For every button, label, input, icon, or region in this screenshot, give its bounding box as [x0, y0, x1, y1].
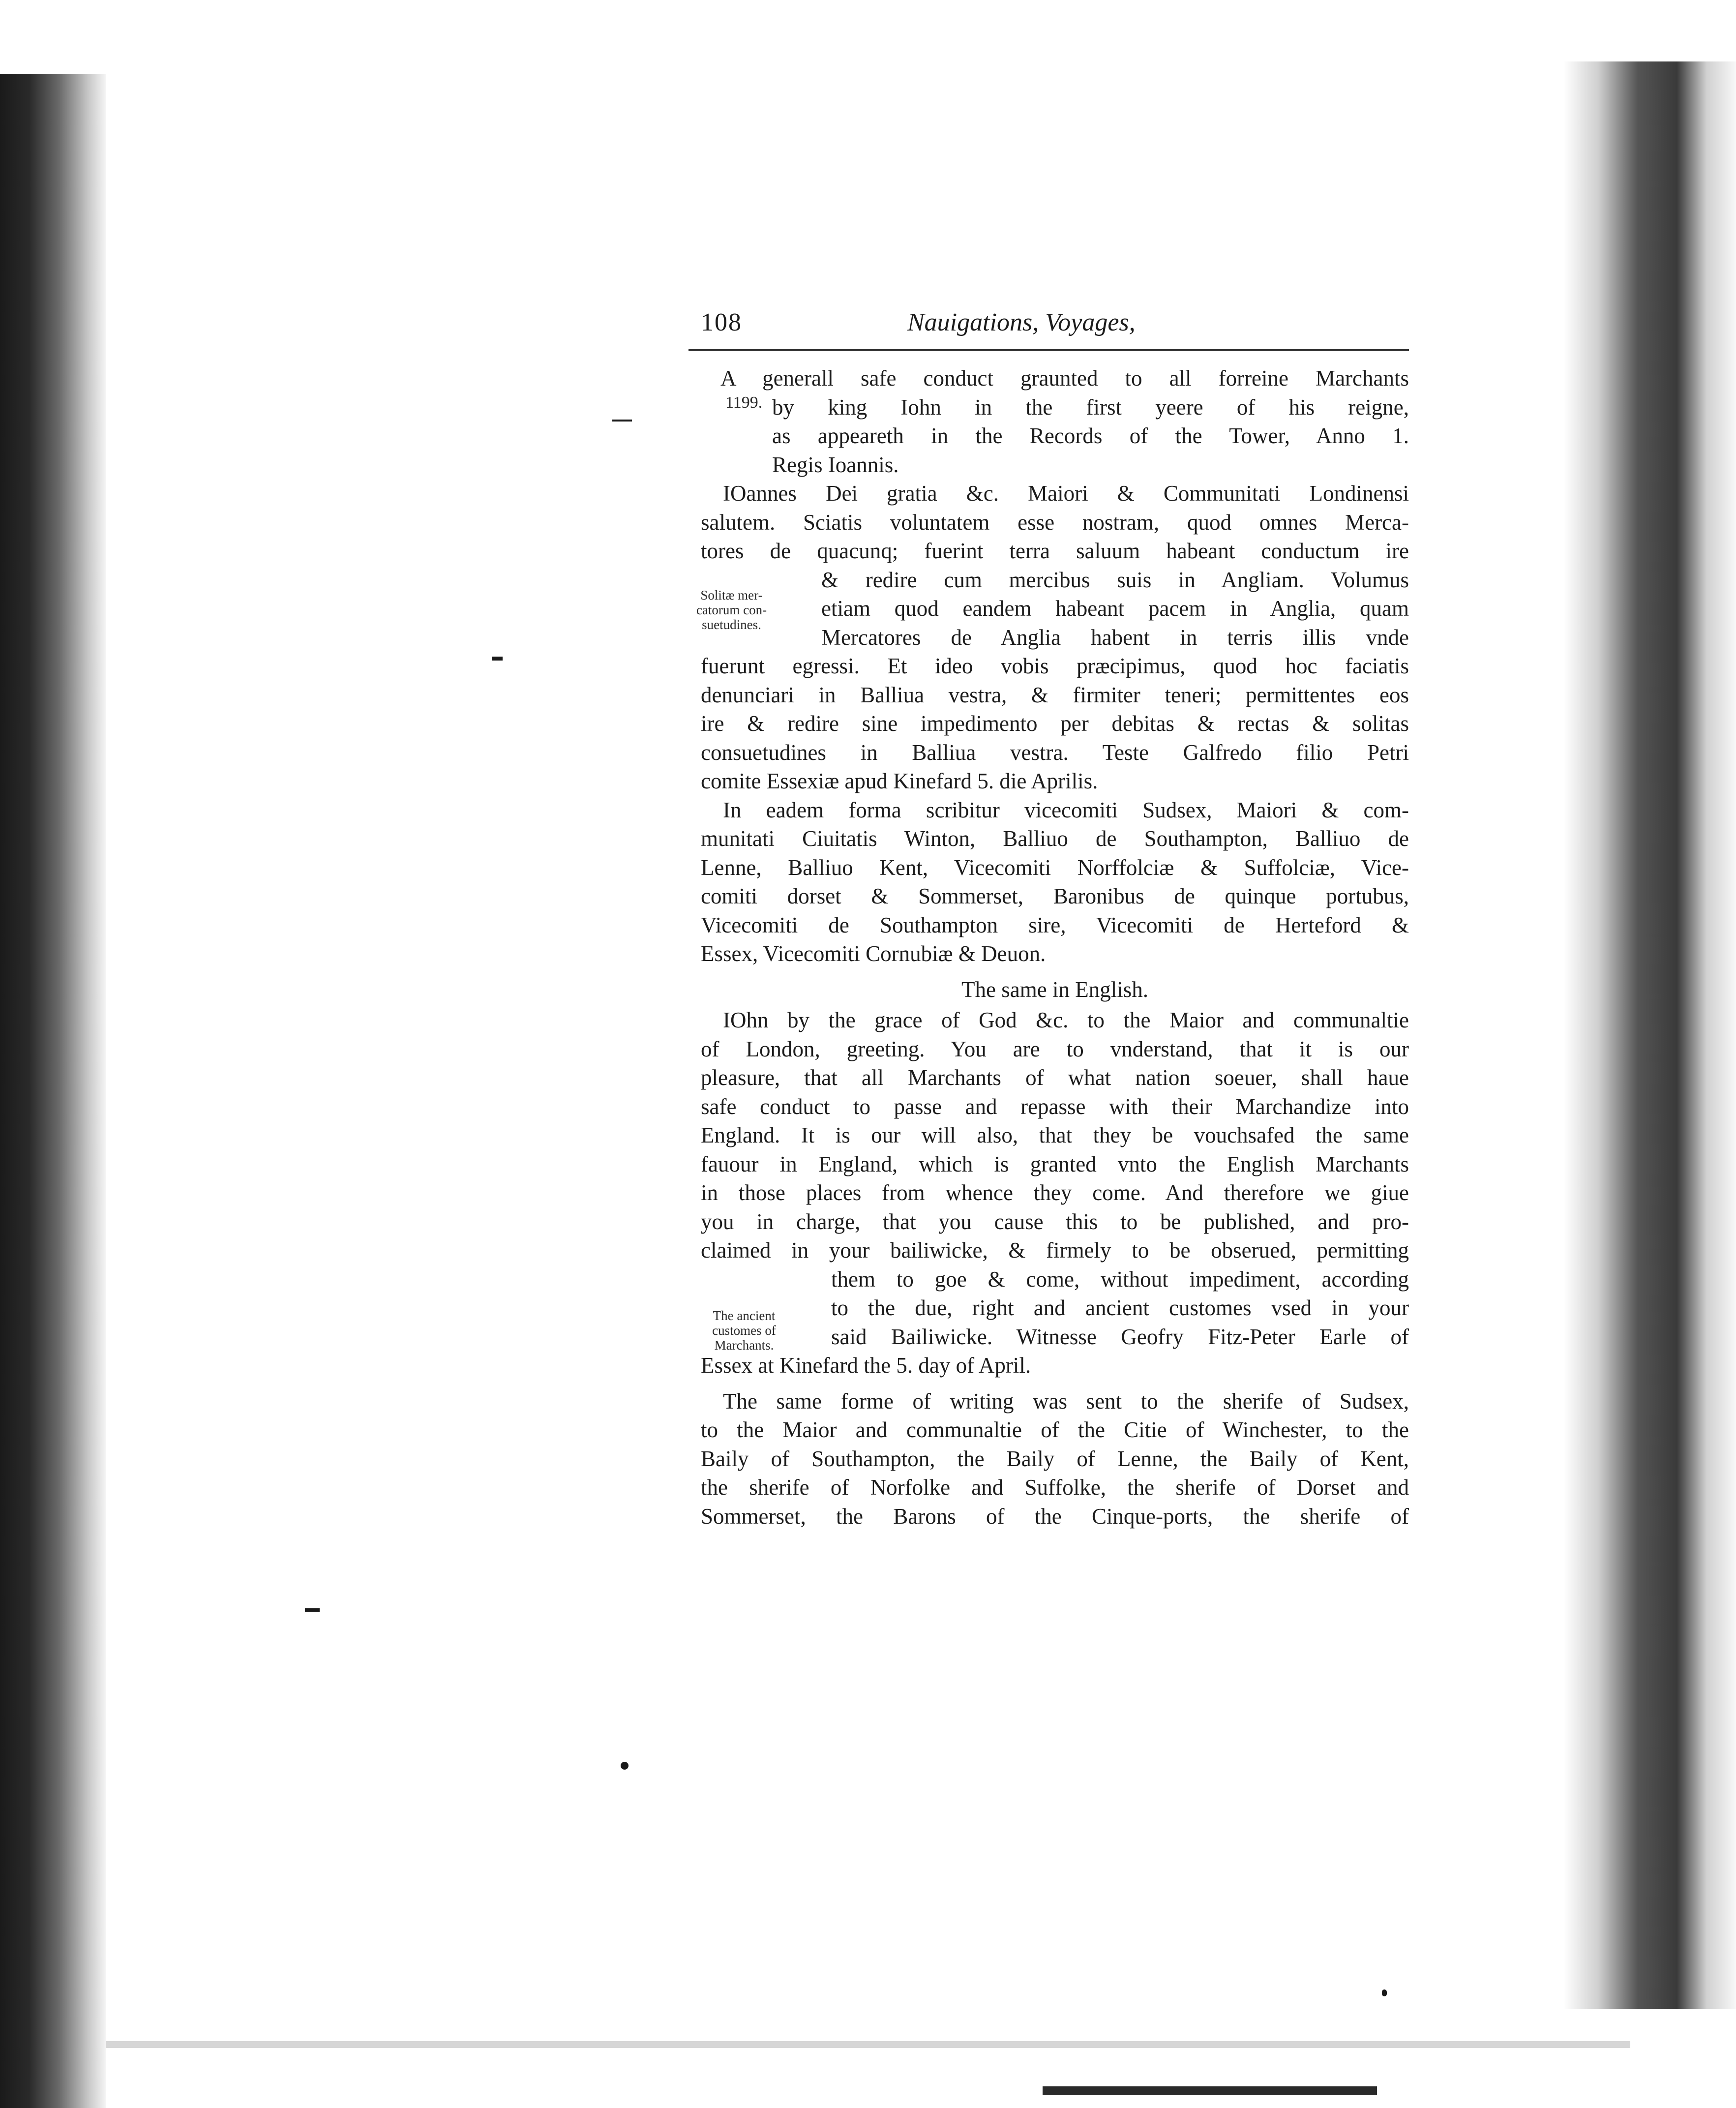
- text-line: consuetudines in Balliua vestra. Teste Galfredo filio Petri: [701, 740, 1409, 765]
- english-heading: The same in English.: [961, 977, 1148, 1002]
- text-line: of London, greeting. You are to vnderstand, that it is our: [701, 1036, 1409, 1061]
- text-line: pleasure, that all Marchants of what nation soeuer, shall haue: [701, 1065, 1409, 1090]
- text-line: munitati Ciuitatis Winton, Balliuo de Southampton, Balliuo de: [701, 826, 1409, 851]
- text-line: Sommerset, the Barons of the Cinque-ports, the sherife of: [701, 1504, 1409, 1529]
- heading-line: by king Iohn in the first yeere of his reigne,: [772, 394, 1409, 420]
- english-paragraph: [701, 1387, 1409, 1531]
- text-line: The same forme of writing was sent to the sherife of Sudsex,: [723, 1388, 1409, 1414]
- text-line: & redire cum mercibus suis in Angliam. Volumus: [821, 567, 1409, 592]
- speck-mark: [492, 657, 503, 661]
- running-title: Nauigations, Voyages,: [907, 308, 1136, 336]
- text-line: etiam quod eandem habeant pacem in Anglia, quam: [821, 596, 1409, 621]
- text-line: salutem. Sciatis voluntatem esse nostram, quod omnes Merca-: [701, 510, 1409, 535]
- scan-edge-left: [0, 74, 106, 2108]
- text-line: In eadem forma scribitur vicecomiti Sudsex, Maiori & com-: [723, 797, 1409, 822]
- scan-edge-bottom: [106, 2041, 1630, 2048]
- heading-line: as appeareth in the Records of the Tower, Anno 1.: [772, 423, 1409, 448]
- text-line: you in charge, that you cause this to be published, and pro-: [701, 1209, 1409, 1234]
- speck-mark: [305, 1608, 320, 1612]
- speck-mark: [612, 420, 632, 422]
- text-line: England. It is our will also, that they be vouchsafed the same: [701, 1123, 1409, 1147]
- text-line: Essex, Vicecomiti Cornubiæ & Deuon.: [701, 941, 1046, 966]
- text-line: Essex at Kinefard the 5. day of April.: [701, 1353, 1031, 1378]
- margin-note-line: The ancient: [713, 1308, 776, 1323]
- page-header: [701, 305, 1407, 344]
- text-line: to the due, right and ancient customes vsed in your: [831, 1295, 1409, 1320]
- text-line: to the Maior and communaltie of the Citie of Winchester, to the: [701, 1417, 1409, 1442]
- text-line: the sherife of Norfolke and Suffolke, the sherife of Dorset and: [701, 1475, 1409, 1500]
- text-line: comite Essexiæ apud Kinefard 5. die Aprilis.: [701, 769, 1098, 793]
- text-line: comiti dorset & Sommerset, Baronibus de quinque portubus,: [701, 884, 1409, 908]
- text-line: Baily of Southampton, the Baily of Lenne, the Baily of Kent,: [701, 1446, 1409, 1471]
- margin-note-line: customes of: [712, 1323, 776, 1338]
- english-paragraph: [701, 1006, 1409, 1380]
- text-line: in those places from whence they come. And therefore we giue: [701, 1180, 1409, 1205]
- text-line: said Bailiwicke. Witnesse Geofry Fitz-Peter Earle of: [831, 1324, 1409, 1349]
- latin-paragraph: [701, 479, 1409, 796]
- text-line: fauour in England, which is granted vnto the English Marchants: [701, 1151, 1409, 1176]
- text-line: ire & redire sine impedimento per debitas & rectas & solitas: [701, 711, 1409, 736]
- text-line: Vicecomiti de Southampton sire, Vicecomiti de Herteford &: [701, 912, 1409, 937]
- paragraph-gap: [701, 1380, 1409, 1387]
- header-rule: [688, 349, 1409, 351]
- text-line: tores de quacunq; fuerint terra saluum habeant conductum ire: [701, 539, 1409, 563]
- text-line: IOhn by the grace of God &c. to the Maior and communaltie: [723, 1008, 1409, 1032]
- text-line: safe conduct to passe and repasse with their Marchandize into: [701, 1094, 1409, 1119]
- latin-paragraph: [701, 796, 1409, 968]
- margin-note-line: Solitæ mer-: [700, 588, 763, 602]
- speck-mark: [621, 1762, 629, 1770]
- text-line: IOannes Dei gratia &c. Maiori & Communitati Londinensi: [723, 481, 1409, 506]
- margin-note-line: Marchants.: [714, 1338, 774, 1353]
- text-line: them to goe & come, without impediment, according: [831, 1266, 1409, 1292]
- scan-edge-right: [1564, 61, 1736, 2009]
- margin-year-note: 1199.: [725, 393, 763, 412]
- scan-bottom-mark: [1043, 2086, 1377, 2095]
- margin-note-line: suetudines.: [702, 617, 761, 632]
- text-line: fuerunt egressi. Et ideo vobis præcipimus, quod hoc faciatis: [701, 654, 1409, 678]
- text-line: denunciari in Balliua vestra, & firmiter teneri; permittentes eos: [701, 682, 1409, 707]
- body-text: [701, 364, 1409, 1531]
- section-heading: [701, 364, 1409, 479]
- text-line: Mercatores de Anglia habent in terris illis vnde: [821, 625, 1409, 650]
- text-line: claimed in your bailiwicke, & firmely to be obserued, permitting: [701, 1238, 1409, 1263]
- heading-line: A generall safe conduct graunted to all forreine Marchants: [720, 366, 1409, 391]
- heading-line: Regis Ioannis.: [772, 452, 899, 477]
- text-line: Lenne, Balliuo Kent, Vicecomiti Norffolciæ & Suffolciæ, Vice-: [701, 855, 1409, 880]
- page-number: 108: [701, 308, 742, 336]
- speck-mark: [1382, 1989, 1387, 1996]
- margin-note-line: catorum con-: [696, 602, 767, 617]
